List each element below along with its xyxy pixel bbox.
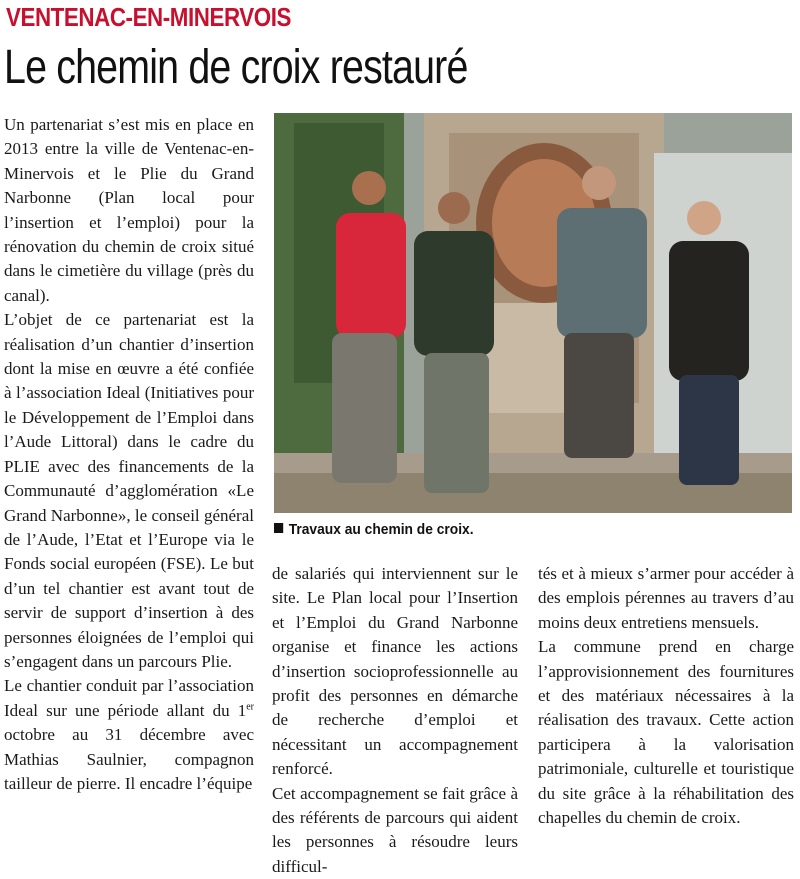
article-column-3 bbox=[538, 562, 794, 830]
caption-square-icon bbox=[274, 523, 283, 533]
article-column-2 bbox=[272, 562, 518, 879]
paragraph: Le chantier conduit par l’association Ideal sur une période allant du 1er octobre au 31 décembre avec Mathias Saulnier, compagnon tailleur de pierre. Il encadre l’équipe bbox=[4, 676, 254, 793]
paragraph: L’objet de ce partenariat est la réalisation d’un chantier d’insertion dont la mise en œuvre a été confiée à l’association Ideal (Initiatives pour le Développement de l’Emploi dans l’Aude Littoral) dans le cadre du PLIE avec des financements de la Communauté d’agglomération «Le Grand Narbonne», le conseil général de l’Aude, l’Etat et l’Europe via le Fonds social européen (FSE). Le but d’un tel chantier est avant tout de servir de support d’insertion à des personnes éloignées de l’emploi qui s’engagent dans un parcours Plie. bbox=[4, 310, 254, 671]
paragraph: tés et à mieux s’armer pour accéder à des emplois pérennes au travers d’au moins deux entretiens mensuels. bbox=[538, 564, 794, 632]
paragraph: Cet accompagnement se fait grâce à des référents de parcours qui aident les personnes à résoudre leurs difficul- bbox=[272, 783, 518, 876]
paragraph: de salariés qui interviennent sur le site. Le Plan local pour l’Insertion et l’Emploi du Grand Narbonne organise et finance les actions d’insertion socioprofessionnelle au profit des personnes en démarche de recherche d’emploi et nécessitant un accompagnement renforcé. bbox=[272, 564, 518, 779]
headline: Le chemin de croix restauré bbox=[4, 41, 468, 94]
article-column-1 bbox=[4, 113, 254, 796]
kicker: VENTENAC-EN-MINERVOIS bbox=[6, 2, 291, 32]
article-photo bbox=[274, 113, 792, 513]
paragraph: Un partenariat s’est mis en place en 2013 entre la ville de Ventenac-en-Minervois et le Plie du Grand Narbonne (Plan local pour l’insertion et l’emploi) pour la rénovation du chemin de croix situé dans le cimetière du village (près du canal). bbox=[4, 115, 254, 305]
photo-caption: Travaux au chemin de croix. bbox=[274, 521, 474, 538]
paragraph: La commune prend en charge l’approvisionnement des fournitures et des matériaux nécessaires à la réalisation des travaux. Cette action participera à la valorisation patrimoniale, culturelle et touristique du site grâce à la réhabilitation des chapelles du chemin de croix. bbox=[538, 637, 794, 828]
